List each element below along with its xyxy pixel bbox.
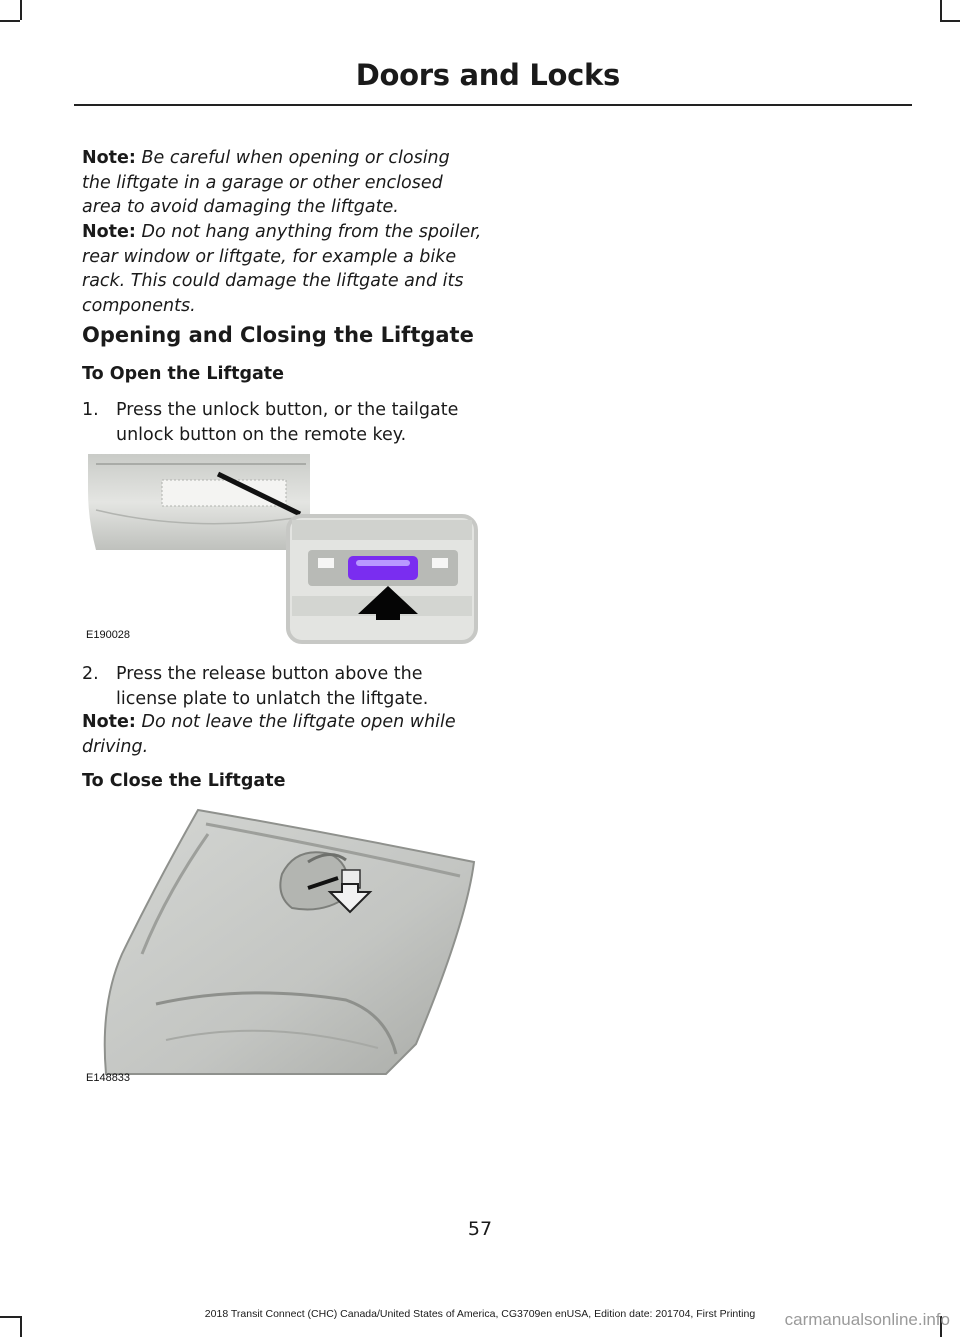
step-2 bbox=[82, 662, 482, 711]
open-heading bbox=[82, 364, 482, 384]
note-label: Note: bbox=[82, 712, 136, 732]
note-do-not-hang bbox=[82, 220, 482, 318]
figure-id: E148833 bbox=[86, 1072, 131, 1084]
step-text: Press the unlock button, or the tailgate unlock button on the remote key. bbox=[116, 400, 459, 445]
section-heading bbox=[82, 323, 482, 347]
note-label: Note: bbox=[82, 222, 136, 242]
subheading-close: To Close the Liftgate bbox=[82, 771, 286, 791]
crop-mark bbox=[940, 0, 942, 20]
release-button-highlight bbox=[348, 556, 418, 580]
note-text: Be careful when opening or closing the liftgate in a garage or other enclosed area to avoid damaging the liftgate. bbox=[82, 148, 450, 217]
liftgate-release-button-illustration bbox=[86, 450, 480, 648]
note-label: Note: bbox=[82, 148, 136, 168]
footer-edition: 2018 Transit Connect (CHC) Canada/United States of America, CG3709en enUSA, Edition date: 201704, First Printing bbox=[204, 1308, 756, 1320]
step-text: Press the release button above the license plate to unlatch the liftgate. bbox=[116, 664, 429, 709]
note-do-not-leave-open bbox=[82, 710, 482, 759]
note-text: Do not leave the liftgate open while driving. bbox=[82, 712, 456, 757]
step-number: 1. bbox=[82, 400, 99, 420]
subheading-open: To Open the Liftgate bbox=[82, 364, 285, 384]
crop-mark bbox=[0, 20, 20, 22]
crop-mark bbox=[20, 0, 22, 20]
figure-id: E190028 bbox=[86, 629, 131, 641]
page-number: 57 bbox=[467, 1218, 493, 1240]
watermark: carmanualsonline.info bbox=[784, 1310, 950, 1329]
page-title: Doors and Locks bbox=[355, 58, 620, 92]
close-heading bbox=[82, 771, 482, 791]
note-text: Do not hang anything from the spoiler, rear window or liftgate, for example a bike rack. This could damage the liftgate and its components. bbox=[82, 222, 482, 316]
liftgate-closing-illustration bbox=[86, 804, 480, 1086]
step-1 bbox=[82, 398, 482, 447]
section-title: Opening and Closing the Liftgate bbox=[82, 323, 474, 347]
step-number: 2. bbox=[82, 664, 99, 684]
crop-mark bbox=[940, 20, 960, 22]
header-divider bbox=[74, 104, 912, 106]
note-careful bbox=[82, 146, 482, 220]
